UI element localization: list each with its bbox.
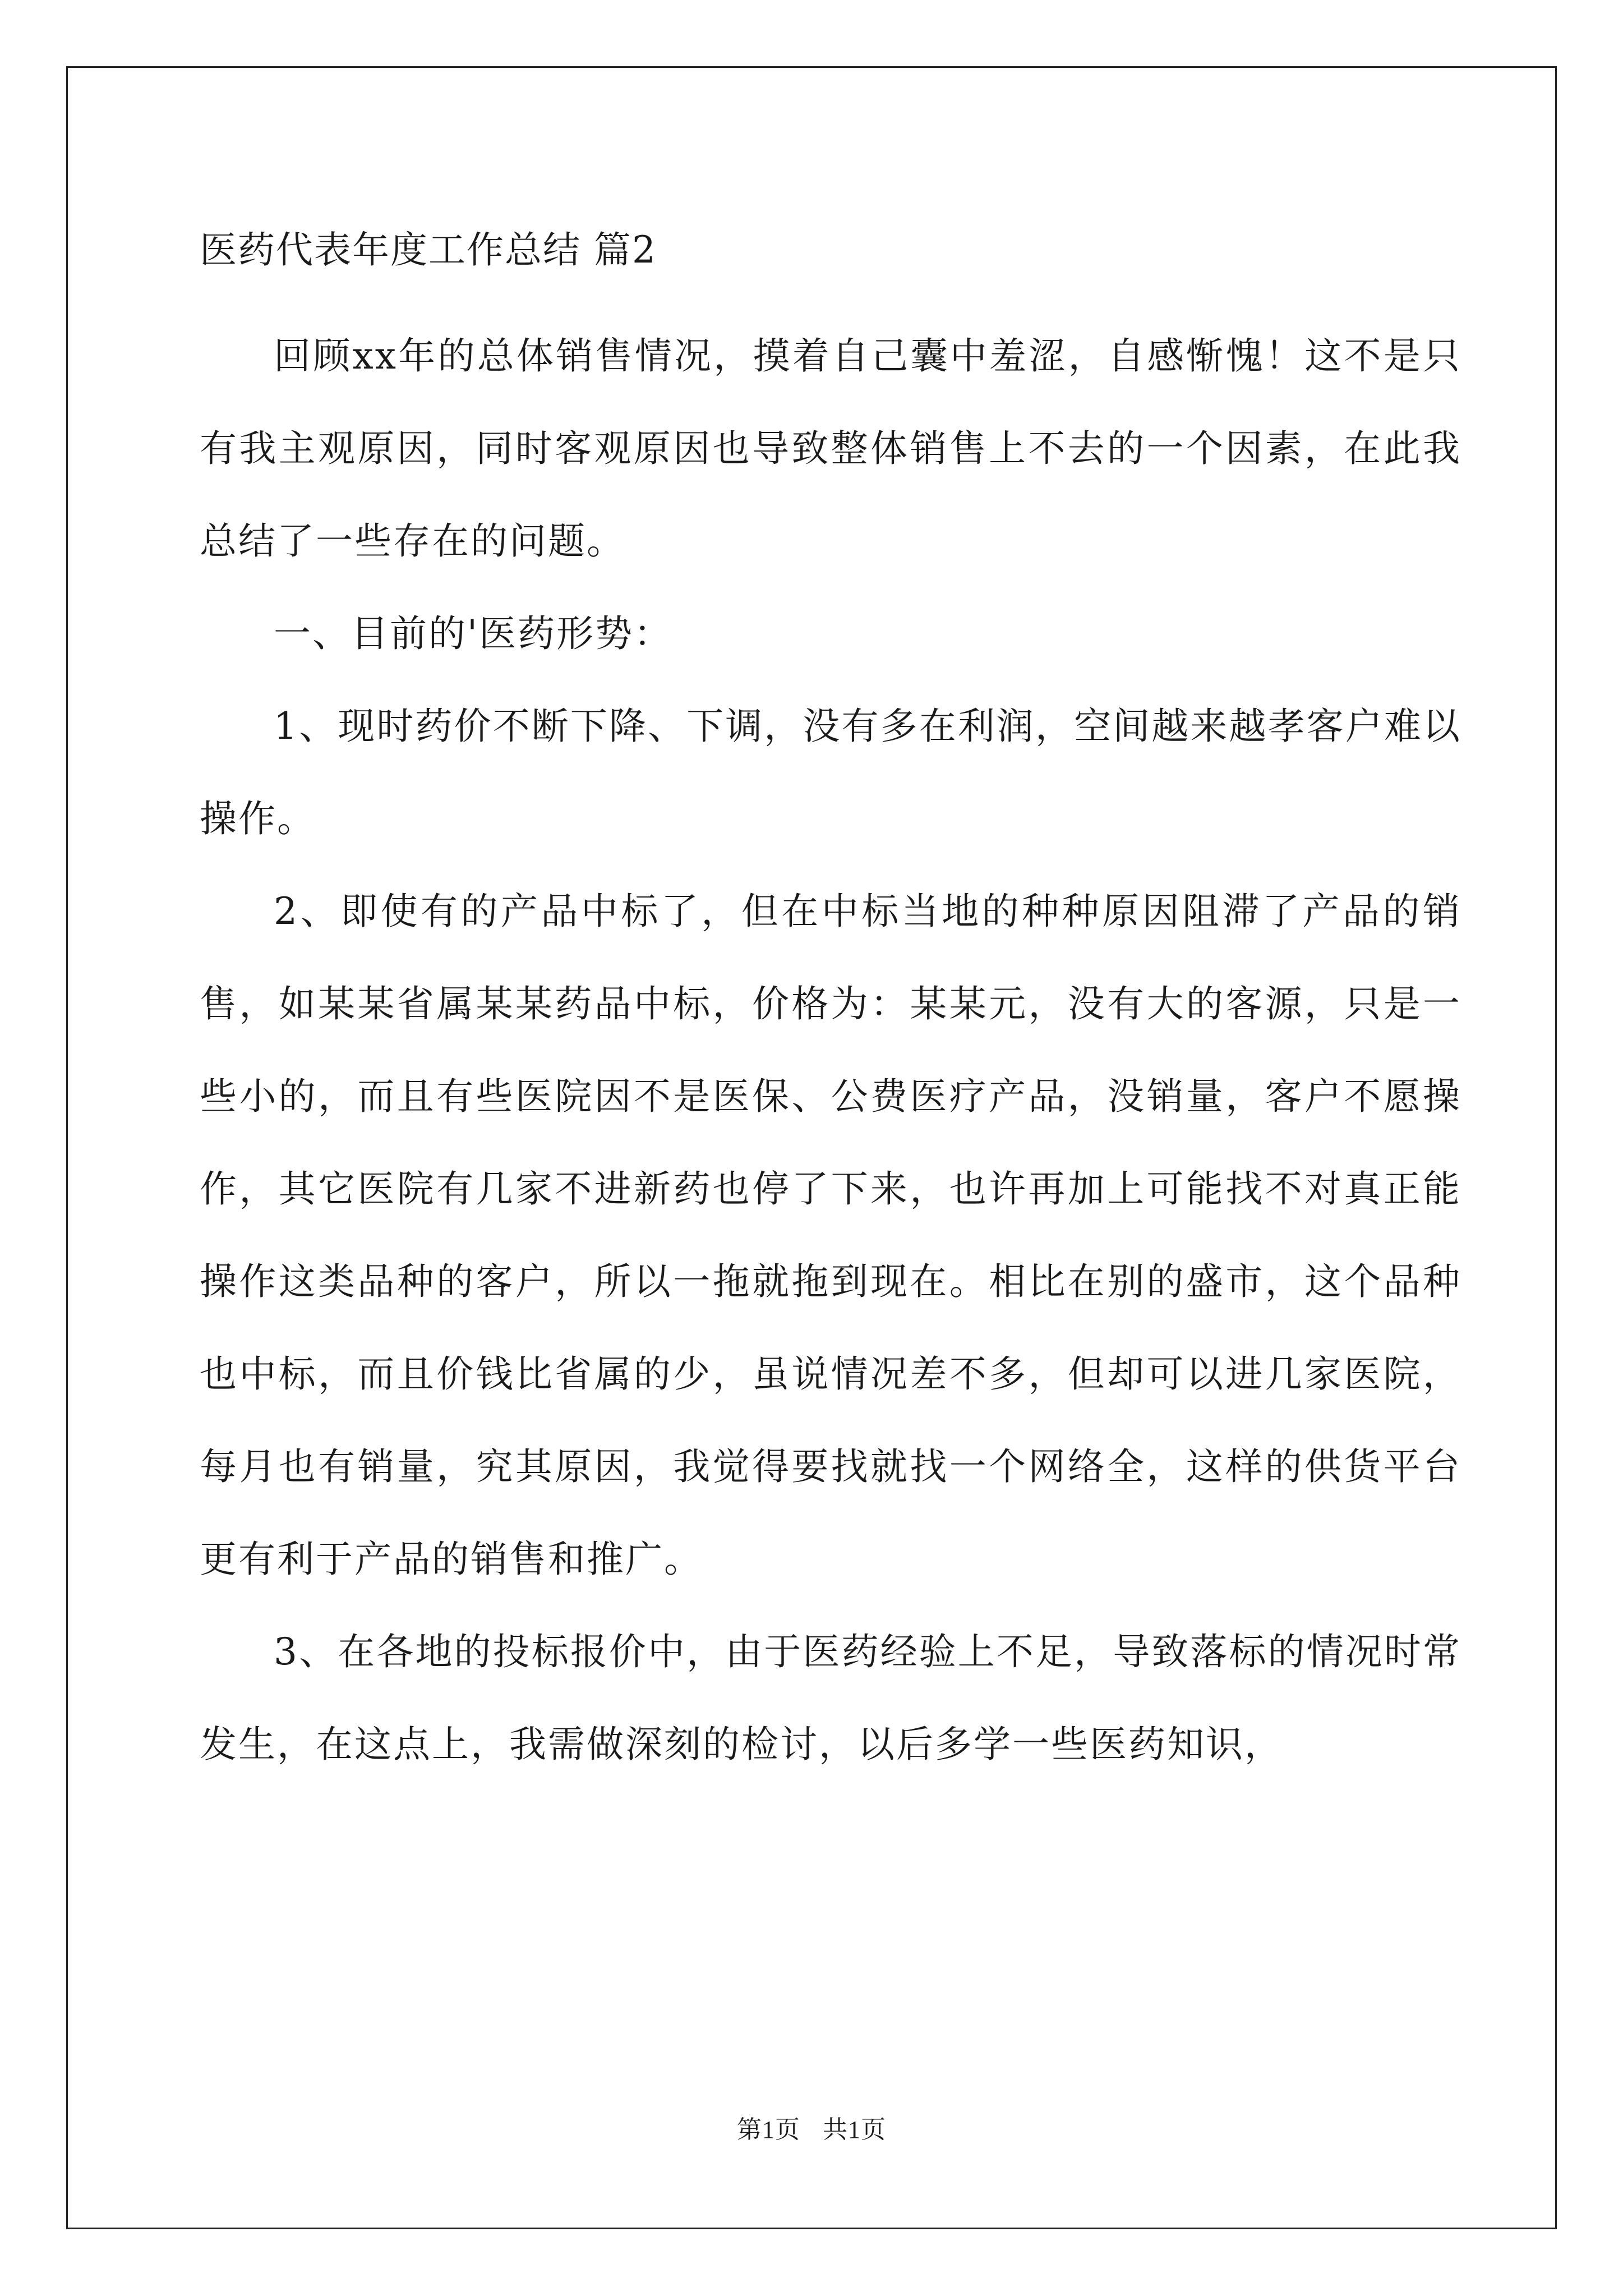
page-number-current: 第1页	[737, 2116, 800, 2143]
paragraph-point-1: 1、现时药价不断下降、下调，没有多在利润，空间越来越孝客户难以操作。	[200, 705, 1461, 840]
paragraph-point-3: 3、在各地的投标报价中，由于医药经验上不足，导致落标的情况时常发生，在这点上，我需做深刻的检讨，以后多学一些医药知识，	[200, 1630, 1461, 1766]
page-footer	[0, 2109, 1623, 2145]
document-title: 医药代表年度工作总结 篇2	[200, 228, 657, 272]
paragraph-intro: 回顾xx年的总体销售情况，摸着自己囊中羞涩，自感惭愧！这不是只有我主观原因，同时客观原因也导致整体销售上不去的一个因素，在此我总结了一些存在的问题。	[200, 334, 1461, 563]
paragraph-point-2: 2、即使有的产品中标了，但在中标当地的种种原因阻滞了产品的销售，如某某省属某某药品中标，价格为：某某元，没有大的客源，只是一些小的，而且有些医院因不是医保、公费医疗产品，没销量，客户不愿操作，其它医院有几家不进新药也停了下来，也许再加上可能找不对真正能操作这类品种的客户，所以一拖就拖到现在。相比在别的盛市，这个品种也中标，而且价钱比省属的少，虽说情况差不多，但却可以进几家医院，每月也有销量，究其原因，我觉得要找就找一个网络全，这样的供货平台更有利于产品的销售和推广。	[200, 890, 1461, 1581]
document-body	[200, 213, 1461, 1791]
page-number-total: 共1页	[823, 2116, 886, 2143]
paragraph-section-heading: 一、目前的'医药形势：	[274, 612, 673, 655]
